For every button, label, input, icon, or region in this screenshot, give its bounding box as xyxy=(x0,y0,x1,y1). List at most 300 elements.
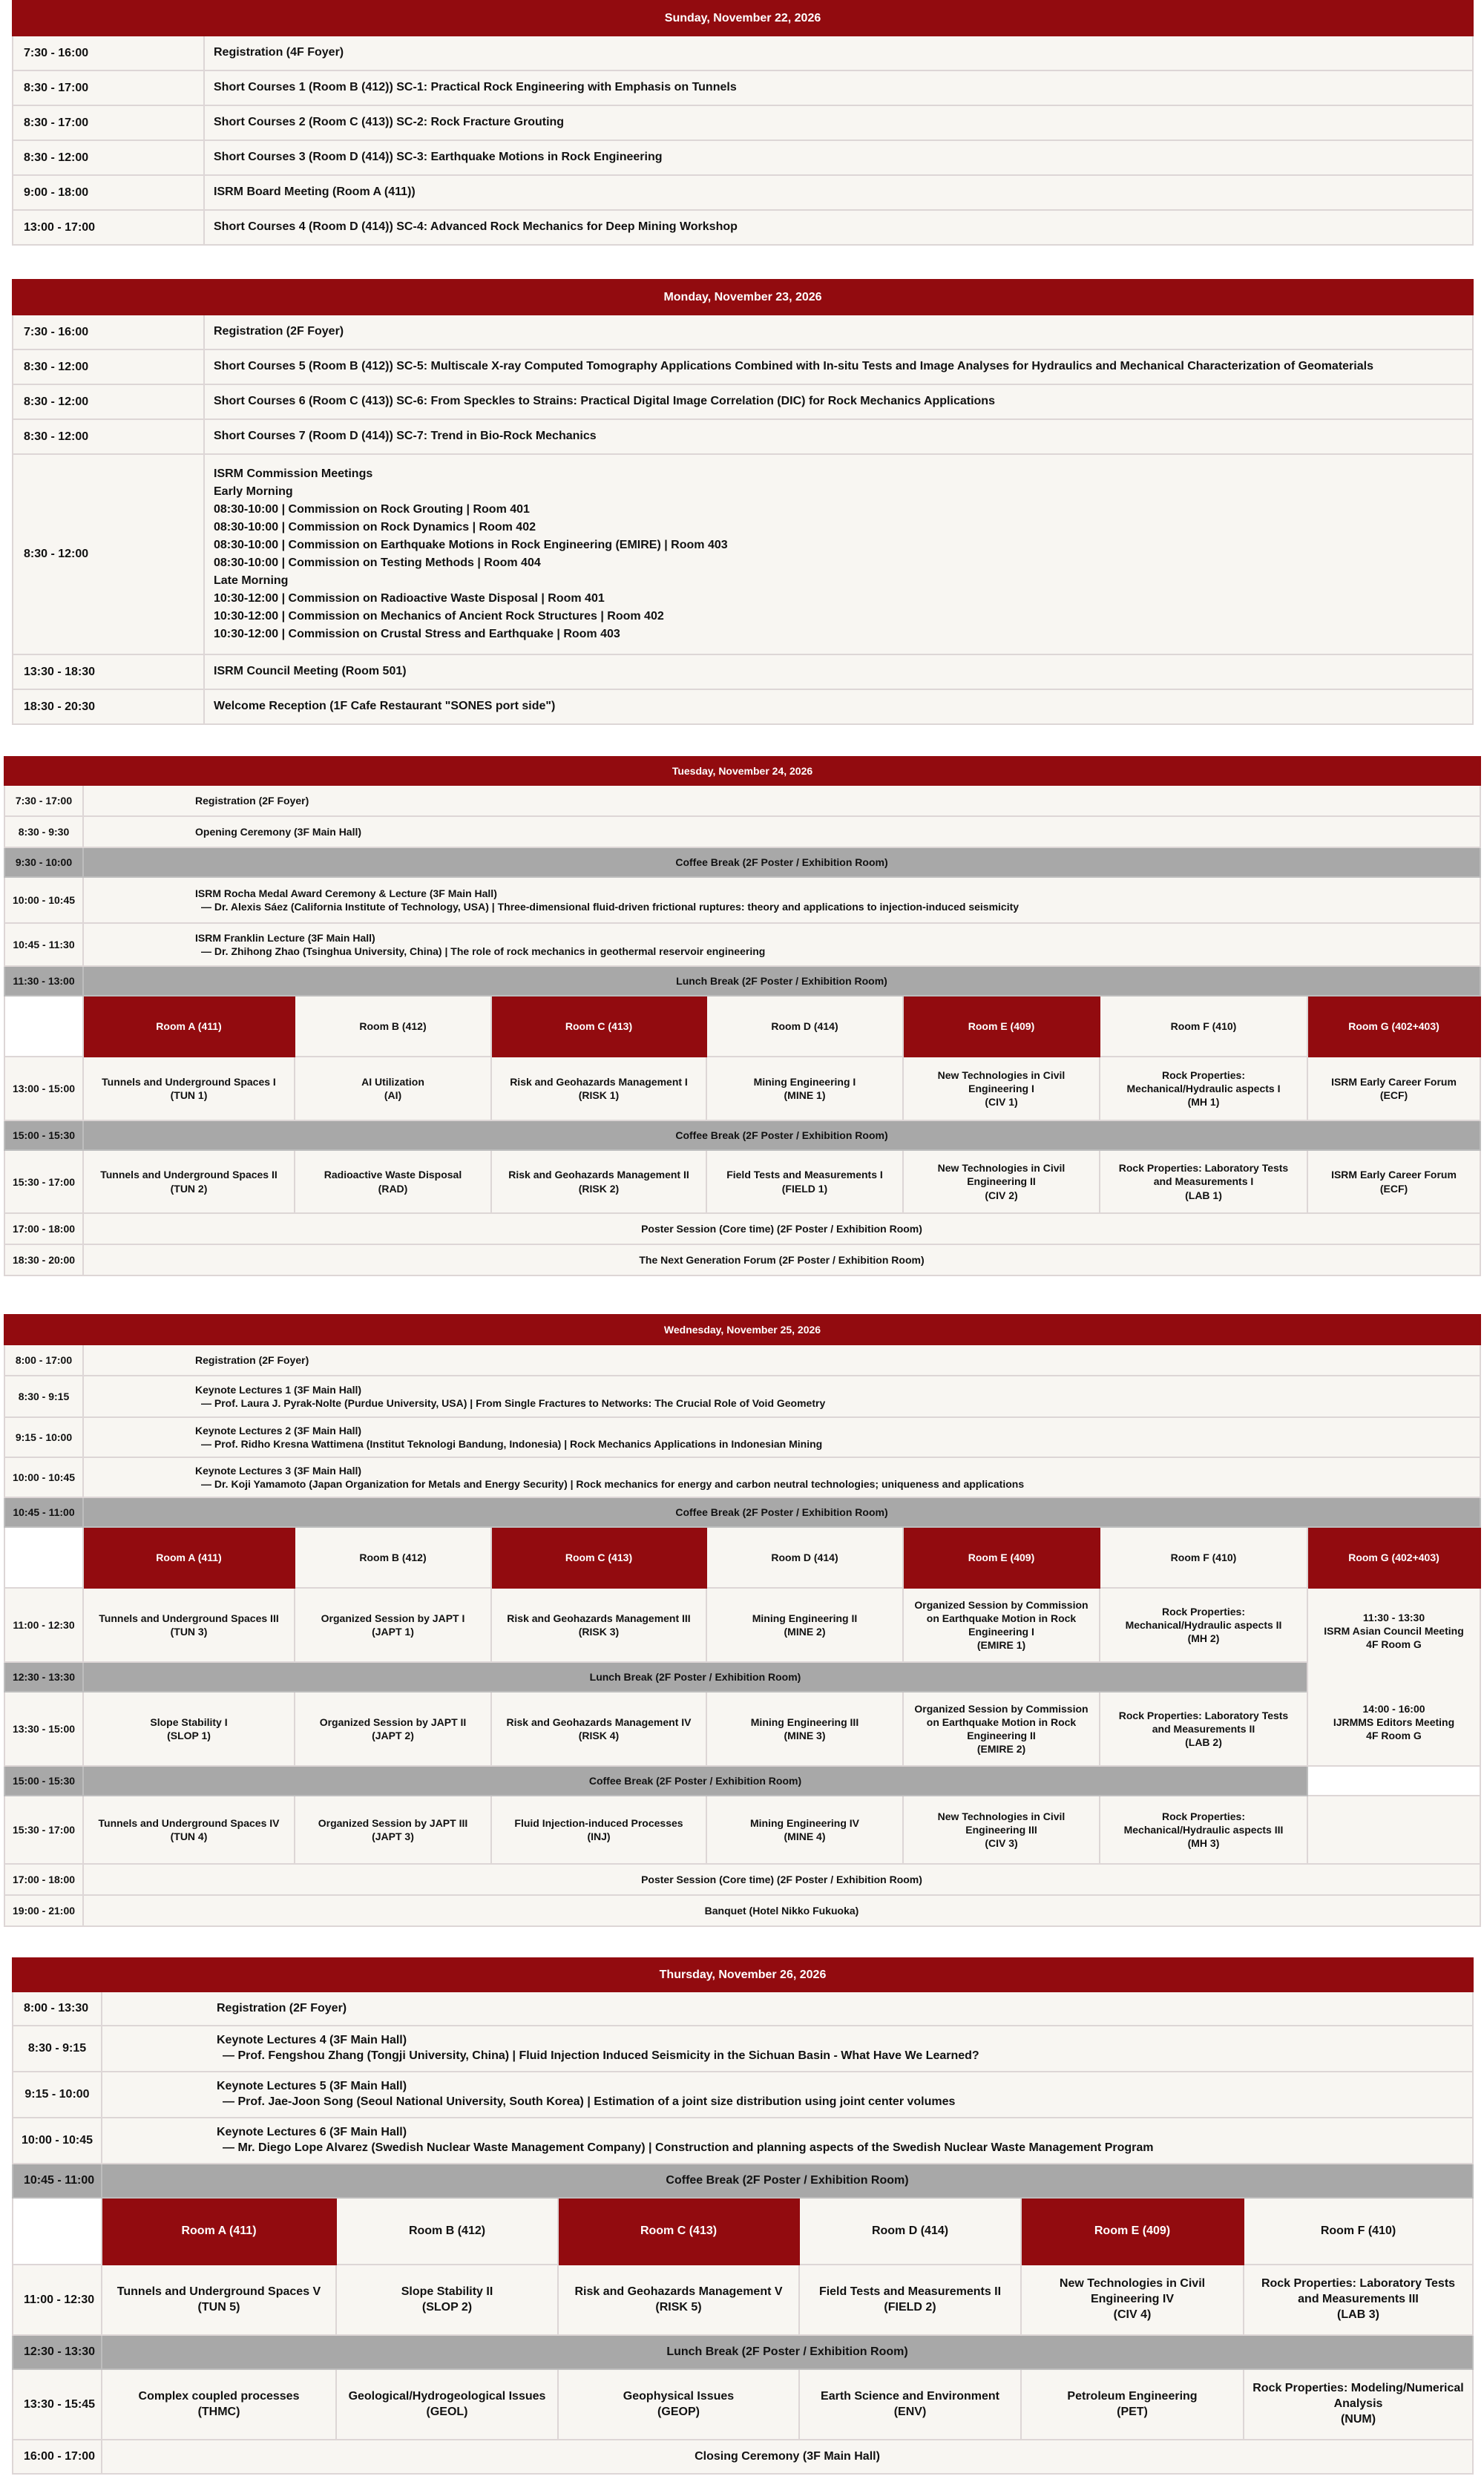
time-cell: 8:30 - 12:00 xyxy=(13,140,204,175)
lecture-row xyxy=(13,2118,1473,2164)
session-cell xyxy=(295,1588,491,1662)
session-code: (MH 1) xyxy=(1187,1096,1220,1109)
event-cell: Registration (2F Foyer) xyxy=(83,785,1480,816)
session-row xyxy=(4,1150,1480,1213)
lecture-speaker: — Prof. Jae-Joon Song (Seoul National University, South Korea) | Estimation of a joint size distribution using joint center volumes xyxy=(223,2095,956,2108)
commission-line: 10:30-12:00 | Commission on Radioactive Waste Disposal | Room 401 xyxy=(214,592,605,605)
lunch-break-cell: Lunch Break (2F Poster / Exhibition Room) xyxy=(83,1662,1307,1692)
event-cell xyxy=(102,2118,1473,2164)
time-cell: 10:45 - 11:00 xyxy=(13,2164,102,2198)
session-code: (SLOP 2) xyxy=(421,2300,473,2314)
lecture-title: Keynote Lectures 3 (3F Main Hall) xyxy=(195,1464,362,1477)
session-title: AI Utilization xyxy=(361,1075,424,1088)
blank-cell xyxy=(13,2198,102,2265)
time-cell: 8:30 - 9:30 xyxy=(4,816,83,847)
session-cell xyxy=(903,1796,1100,1864)
day-header-monday: Monday, November 23, 2026 xyxy=(13,280,1473,315)
event-cell: Short Courses 3 (Room D (414)) SC-3: Earthquake Motions in Rock Engineering xyxy=(204,140,1473,175)
session-title: Organized Session by JAPT I xyxy=(321,1612,465,1624)
session-cell xyxy=(83,1057,295,1120)
schedule-row xyxy=(13,654,1473,689)
session-title: Engineering I xyxy=(968,1626,1034,1638)
session-cell xyxy=(706,1057,903,1120)
meeting-room: 4F Room G xyxy=(1366,1638,1422,1651)
session-code: (RAD) xyxy=(378,1182,408,1195)
session-cell xyxy=(1100,1692,1307,1766)
room-header: Room F (410) xyxy=(1244,2198,1473,2265)
poster-session-cell: Poster Session (Core time) (2F Poster / Exhibition Room) xyxy=(83,1213,1480,1244)
session-title: Rock Properties: xyxy=(1161,1810,1246,1822)
session-code: (MH 3) xyxy=(1187,1837,1220,1850)
session-title: Field Tests and Measurements I xyxy=(726,1169,883,1181)
session-title: Engineering II xyxy=(967,1175,1036,1188)
time-cell: 8:30 - 12:00 xyxy=(13,349,204,384)
event-cell: Short Courses 5 (Room B (412)) SC-5: Multiscale X-ray Computed Tomography Applications Combined with In-situ Tests and Image Analyses for Hydraulics and Mechanical Characterization of Geomaterials xyxy=(204,349,1473,384)
session-code: (FIELD 1) xyxy=(781,1182,828,1195)
lecture-title: Keynote Lectures 6 (3F Main Hall) xyxy=(217,2126,407,2139)
session-title: Rock Properties: Modeling/Numerical xyxy=(1252,2382,1464,2395)
session-title: Tunnels and Underground Spaces II xyxy=(100,1169,278,1181)
closing-ceremony-cell: Closing Ceremony (3F Main Hall) xyxy=(102,2440,1473,2474)
day-header-thursday: Thursday, November 26, 2026 xyxy=(13,1958,1473,1992)
room-header: Room B (412) xyxy=(295,996,491,1057)
session-cell xyxy=(1244,2265,1473,2335)
session-code: (RISK 5) xyxy=(655,2300,702,2314)
schedule-row xyxy=(13,36,1473,70)
lecture-speaker: — Dr. Koji Yamamoto (Japan Organization for Metals and Energy Security) | Rock mechanics for energy and carbon neutral technologies; uniqueness and applications xyxy=(201,1478,1025,1490)
session-code: (ECF) xyxy=(1379,1089,1408,1101)
schedule-row xyxy=(4,1213,1480,1244)
session-cell xyxy=(83,1692,295,1766)
event-cell: ISRM Board Meeting (Room A (411)) xyxy=(204,175,1473,210)
time-cell: 10:45 - 11:30 xyxy=(4,923,83,966)
session-code: (TUN 1) xyxy=(170,1089,208,1101)
room-header-row xyxy=(4,996,1480,1057)
time-cell: 8:00 - 13:30 xyxy=(13,1992,102,2026)
session-title: Organized Session by JAPT III xyxy=(318,1816,468,1829)
session-code: (EMIRE 2) xyxy=(976,1743,1026,1756)
commission-line: 08:30-10:00 | Commission on Rock Dynamics | Room 402 xyxy=(214,521,536,533)
session-title: Fluid Injection-induced Processes xyxy=(514,1816,683,1829)
session-code: (FIELD 2) xyxy=(884,2300,936,2314)
room-header: Room A (411) xyxy=(83,996,295,1057)
commission-line: Early Morning xyxy=(214,485,293,498)
schedule-row xyxy=(13,384,1473,419)
session-title: New Technologies in Civil xyxy=(937,1068,1066,1081)
session-title: Mechanical/Hydraulic aspects II xyxy=(1125,1618,1282,1631)
session-cell xyxy=(706,1588,903,1662)
session-cell xyxy=(295,1150,491,1213)
schedule-row xyxy=(13,349,1473,384)
event-cell: Short Courses 2 (Room C (413)) SC-2: Rock Fracture Grouting xyxy=(204,105,1473,140)
session-code: (EMIRE 1) xyxy=(976,1639,1026,1652)
event-cell: Short Courses 7 (Room D (414)) SC-7: Trend in Bio-Rock Mechanics xyxy=(204,419,1473,454)
session-code: (TUN 5) xyxy=(197,2300,240,2314)
session-title: Tunnels and Underground Spaces I xyxy=(102,1075,276,1088)
session-code: (MINE 3) xyxy=(784,1730,826,1741)
session-title: Risk and Geohazards Management III xyxy=(507,1612,691,1624)
monday-schedule-table xyxy=(12,279,1474,725)
session-cell xyxy=(295,1057,491,1120)
session-title: Engineering IV xyxy=(1090,2293,1174,2306)
session-title: ISRM Early Career Forum xyxy=(1331,1169,1457,1181)
time-cell: 10:00 - 10:45 xyxy=(13,2118,102,2164)
schedule-row xyxy=(13,689,1473,724)
event-cell: Short Courses 1 (Room B (412)) SC-1: Practical Rock Engineering with Emphasis on Tunnels xyxy=(204,70,1473,105)
session-title: Mining Engineering III xyxy=(750,1715,859,1728)
session-row xyxy=(4,1796,1480,1864)
session-title: Petroleum Engineering xyxy=(1067,2389,1198,2403)
session-title: Slope Stability I xyxy=(150,1715,228,1728)
session-cell xyxy=(83,1588,295,1662)
sunday-schedule-table xyxy=(12,0,1474,246)
session-title: Rock Properties: Laboratory Tests xyxy=(1118,1162,1289,1175)
commission-meetings-row xyxy=(13,454,1473,654)
session-cell xyxy=(799,2369,1021,2440)
event-cell xyxy=(83,923,1480,966)
schedule-row xyxy=(4,1244,1480,1275)
session-code: (INJ) xyxy=(587,1830,611,1842)
time-cell: 11:30 - 13:00 xyxy=(4,966,83,996)
session-title: Earth Science and Environment xyxy=(821,2389,999,2403)
time-cell: 15:30 - 17:00 xyxy=(4,1150,83,1213)
time-cell: 9:15 - 10:00 xyxy=(13,2072,102,2118)
break-row xyxy=(4,1766,1480,1796)
session-code: (ECF) xyxy=(1379,1182,1408,1195)
lecture-title: Keynote Lectures 4 (3F Main Hall) xyxy=(217,2034,407,2047)
coffee-break-cell: Coffee Break (2F Poster / Exhibition Room) xyxy=(83,1497,1480,1527)
session-cell xyxy=(1021,2265,1244,2335)
session-code: (LAB 2) xyxy=(1185,1736,1222,1749)
room-header: Room D (414) xyxy=(706,996,903,1057)
session-cell xyxy=(903,1692,1100,1766)
lunch-break-cell: Lunch Break (2F Poster / Exhibition Room) xyxy=(83,966,1480,996)
session-cell xyxy=(83,1796,295,1864)
schedule-row xyxy=(13,70,1473,105)
day-header-tuesday: Tuesday, November 24, 2026 xyxy=(4,757,1480,785)
meeting-title: IJRMMS Editors Meeting xyxy=(1333,1715,1455,1728)
session-code: (RISK 4) xyxy=(578,1730,620,1741)
session-title: Tunnels and Underground Spaces III xyxy=(99,1612,279,1624)
time-cell: 19:00 - 21:00 xyxy=(4,1895,83,1926)
commission-line: Late Morning xyxy=(214,574,289,587)
break-row xyxy=(4,966,1480,996)
lecture-speaker: — Mr. Diego Lope Alvarez (Swedish Nuclear Waste Management Company) | Construction and planning aspects of the Swedish Nuclear Waste Management Program xyxy=(223,2141,1154,2154)
session-title: Mining Engineering II xyxy=(752,1612,858,1624)
event-cell: Short Courses 6 (Room C (413)) SC-6: From Speckles to Strains: Practical Digital Image Correlation (DIC) for Rock Mechanics Applications xyxy=(204,384,1473,419)
session-cell xyxy=(558,2369,799,2440)
session-cell xyxy=(1100,1588,1307,1662)
event-cell xyxy=(102,2026,1473,2072)
session-code: (MINE 1) xyxy=(784,1089,826,1101)
time-cell: 17:00 - 18:00 xyxy=(4,1213,83,1244)
time-cell: 13:30 - 15:45 xyxy=(13,2369,102,2440)
time-cell: 8:30 - 12:00 xyxy=(13,454,204,654)
session-title: Risk and Geohazards Management I xyxy=(510,1075,688,1088)
event-cell: Short Courses 4 (Room D (414)) SC-4: Advanced Rock Mechanics for Deep Mining Workshop xyxy=(204,210,1473,245)
room-header: Room A (411) xyxy=(102,2198,336,2265)
time-cell: 9:00 - 18:00 xyxy=(13,175,204,210)
time-cell: 13:00 - 17:00 xyxy=(13,210,204,245)
session-title: Risk and Geohazards Management IV xyxy=(506,1715,692,1728)
lecture-speaker: — Prof. Laura J. Pyrak-Nolte (Purdue University, USA) | From Single Fractures to Networks: The Crucial Role of Void Geometry xyxy=(201,1397,826,1409)
time-cell: 7:30 - 16:00 xyxy=(13,36,204,70)
session-cell xyxy=(491,1588,706,1662)
event-cell xyxy=(83,1376,1480,1417)
session-cell xyxy=(1244,2369,1473,2440)
session-cell xyxy=(491,1796,706,1864)
session-title: Mechanical/Hydraulic aspects III xyxy=(1123,1823,1284,1836)
session-cell xyxy=(1100,1150,1307,1213)
commission-meetings-cell xyxy=(204,454,1473,654)
event-cell: Opening Ceremony (3F Main Hall) xyxy=(83,816,1480,847)
session-cell xyxy=(1100,1796,1307,1864)
event-cell xyxy=(102,2072,1473,2118)
schedule-row xyxy=(4,785,1480,816)
session-cell xyxy=(1021,2369,1244,2440)
time-cell: 9:15 - 10:00 xyxy=(4,1417,83,1457)
time-cell: 17:00 - 18:00 xyxy=(4,1864,83,1895)
session-title: Field Tests and Measurements II xyxy=(818,2285,1002,2298)
break-row xyxy=(13,2164,1473,2198)
session-title: New Technologies in Civil xyxy=(1059,2277,1206,2291)
lecture-row xyxy=(4,1376,1480,1417)
thursday-schedule-table xyxy=(12,1957,1474,2475)
commission-line: 08:30-10:00 | Commission on Testing Methods | Room 404 xyxy=(214,556,541,569)
session-code: (LAB 1) xyxy=(1185,1189,1222,1201)
commission-line: 08:30-10:00 | Commission on Earthquake Motions in Rock Engineering (EMIRE) | Room 403 xyxy=(214,539,728,551)
session-code: (MH 2) xyxy=(1187,1632,1220,1645)
session-cell xyxy=(1307,1150,1480,1213)
next-generation-forum-cell: The Next Generation Forum (2F Poster / Exhibition Room) xyxy=(83,1244,1480,1275)
session-code: (RISK 2) xyxy=(578,1182,620,1195)
coffee-break-cell: Coffee Break (2F Poster / Exhibition Room) xyxy=(83,847,1480,877)
time-cell: 8:30 - 17:00 xyxy=(13,70,204,105)
lecture-speaker: — Prof. Fengshou Zhang (Tongji University, China) | Fluid Injection Induced Seismicity in the Sichuan Basin - What Have We Learned? xyxy=(223,2049,979,2062)
time-cell: 13:30 - 15:00 xyxy=(4,1692,83,1766)
day-header-sunday: Sunday, November 22, 2026 xyxy=(13,1,1473,36)
time-cell: 10:00 - 10:45 xyxy=(4,877,83,923)
coffee-break-cell: Coffee Break (2F Poster / Exhibition Room) xyxy=(102,2164,1473,2198)
session-title: and Measurements II xyxy=(1152,1722,1255,1735)
break-row xyxy=(4,1120,1480,1150)
lecture-title: Keynote Lectures 2 (3F Main Hall) xyxy=(195,1424,362,1436)
session-cell xyxy=(706,1150,903,1213)
session-cell xyxy=(336,2369,558,2440)
lecture-row xyxy=(4,1417,1480,1457)
session-title: Rock Properties: xyxy=(1161,1068,1246,1081)
session-code: (MINE 4) xyxy=(784,1830,826,1842)
room-header: Room E (409) xyxy=(903,1527,1100,1588)
time-cell: 13:30 - 18:30 xyxy=(13,654,204,689)
session-cell xyxy=(1307,1057,1480,1120)
session-title: Geological/Hydrogeological Issues xyxy=(348,2389,546,2403)
time-cell: 12:30 - 13:30 xyxy=(4,1662,83,1692)
schedule-row xyxy=(13,175,1473,210)
session-title: Rock Properties: Laboratory Tests xyxy=(1118,1709,1289,1721)
session-cell xyxy=(295,1692,491,1766)
time-cell: 15:00 - 15:30 xyxy=(4,1766,83,1796)
session-title: Mining Engineering IV xyxy=(750,1816,859,1829)
session-cell xyxy=(1100,1057,1307,1120)
time-cell: 13:00 - 15:00 xyxy=(4,1057,83,1120)
meeting-room: 4F Room G xyxy=(1366,1729,1422,1741)
session-row xyxy=(4,1057,1480,1120)
commission-line: 08:30-10:00 | Commission on Rock Grouting | Room 401 xyxy=(214,503,530,516)
event-cell xyxy=(83,1417,1480,1457)
session-cell xyxy=(706,1692,903,1766)
session-title: and Measurements I xyxy=(1153,1175,1254,1188)
session-title: Organized Session by JAPT II xyxy=(319,1715,467,1728)
session-title: on Earthquake Motion in Rock xyxy=(926,1612,1077,1624)
schedule-row xyxy=(4,1895,1480,1926)
blank-cell xyxy=(4,1527,83,1588)
break-row xyxy=(4,1497,1480,1527)
event-cell xyxy=(83,877,1480,923)
session-title: Engineering III xyxy=(965,1823,1037,1836)
session-code: (JAPT 2) xyxy=(372,1730,414,1741)
event-cell: ISRM Council Meeting (Room 501) xyxy=(204,654,1473,689)
lecture-speaker: — Prof. Ridho Kresna Wattimena (Institut Teknologi Bandung, Indonesia) | Rock Mechanics Applications in Indonesian Mining xyxy=(201,1438,823,1450)
session-cell xyxy=(706,1796,903,1864)
lecture-title: ISRM Franklin Lecture (3F Main Hall) xyxy=(195,931,375,944)
session-code: (PET) xyxy=(1117,2405,1148,2418)
meeting-time: 14:00 - 16:00 xyxy=(1362,1702,1425,1715)
session-title: Mechanical/Hydraulic aspects I xyxy=(1126,1082,1281,1094)
session-cell xyxy=(295,1796,491,1864)
asian-council-cell xyxy=(1307,1588,1480,1766)
session-cell xyxy=(903,1588,1100,1662)
event-cell: Welcome Reception (1F Cafe Restaurant "SONES port side") xyxy=(204,689,1473,724)
time-cell: 7:30 - 17:00 xyxy=(4,785,83,816)
lecture-title: ISRM Rocha Medal Award Ceremony & Lecture (3F Main Hall) xyxy=(195,887,497,899)
session-cell xyxy=(903,1150,1100,1213)
session-code: (CIV 2) xyxy=(985,1189,1018,1201)
session-code: (TUN 2) xyxy=(170,1182,208,1195)
lunch-break-cell: Lunch Break (2F Poster / Exhibition Room) xyxy=(102,2335,1473,2369)
time-cell: 15:00 - 15:30 xyxy=(4,1120,83,1150)
lecture-row xyxy=(13,2026,1473,2072)
tuesday-schedule-table xyxy=(4,756,1481,1276)
session-code: (RISK 3) xyxy=(578,1626,620,1638)
lecture-row xyxy=(4,1457,1480,1497)
session-code: (CIV 3) xyxy=(985,1837,1018,1850)
session-cell xyxy=(102,2265,336,2335)
schedule-row xyxy=(4,1344,1480,1376)
event-cell: Registration (2F Foyer) xyxy=(204,315,1473,349)
lecture-row xyxy=(4,877,1480,923)
banquet-cell: Banquet (Hotel Nikko Fukuoka) xyxy=(83,1895,1480,1926)
session-code: (THMC) xyxy=(197,2405,240,2418)
time-cell: 12:30 - 13:30 xyxy=(13,2335,102,2369)
lecture-speaker: — Dr. Zhihong Zhao (Tsinghua University, China) | The role of rock mechanics in geothermal reservoir engineering xyxy=(201,945,766,957)
session-code: (GEOP) xyxy=(657,2405,700,2418)
time-cell: 18:30 - 20:00 xyxy=(4,1244,83,1275)
meeting-time: 11:30 - 13:30 xyxy=(1362,1612,1425,1623)
time-cell: 9:30 - 10:00 xyxy=(4,847,83,877)
session-code: (JAPT 3) xyxy=(372,1830,414,1842)
session-title: Risk and Geohazards Management II xyxy=(508,1169,689,1181)
lecture-title: Keynote Lectures 5 (3F Main Hall) xyxy=(217,2080,407,2093)
time-cell: 16:00 - 17:00 xyxy=(13,2440,102,2474)
session-title: Mining Engineering I xyxy=(753,1075,856,1088)
blank-cell xyxy=(4,996,83,1057)
room-header-row xyxy=(4,1527,1480,1588)
time-cell: 15:30 - 17:00 xyxy=(4,1796,83,1864)
time-cell: 18:30 - 20:30 xyxy=(13,689,204,724)
session-title: ISRM Early Career Forum xyxy=(1331,1075,1457,1088)
break-row xyxy=(13,2335,1473,2369)
session-title: Rock Properties: Laboratory Tests xyxy=(1261,2277,1456,2291)
session-title: New Technologies in Civil xyxy=(937,1810,1066,1822)
session-code: (GEOL) xyxy=(426,2405,468,2418)
time-cell: 8:30 - 9:15 xyxy=(13,2026,102,2072)
time-cell: 11:00 - 12:30 xyxy=(4,1588,83,1662)
schedule-row xyxy=(13,2440,1473,2474)
room-header: Room C (413) xyxy=(491,996,706,1057)
session-title: Rock Properties: xyxy=(1161,1605,1246,1618)
session-title: Engineering II xyxy=(967,1730,1036,1741)
event-cell xyxy=(83,1457,1480,1497)
lecture-title: Keynote Lectures 1 (3F Main Hall) xyxy=(195,1383,362,1396)
coffee-break-cell: Coffee Break (2F Poster / Exhibition Room) xyxy=(83,1120,1480,1150)
session-cell xyxy=(799,2265,1021,2335)
day-header-wednesday: Wednesday, November 25, 2026 xyxy=(4,1315,1480,1344)
session-title: and Measurements III xyxy=(1298,2293,1419,2306)
session-code: (TUN 3) xyxy=(170,1626,208,1638)
time-cell: 8:30 - 17:00 xyxy=(13,105,204,140)
commission-line: ISRM Commission Meetings xyxy=(214,467,373,480)
room-header: Room C (413) xyxy=(491,1527,706,1588)
session-title: New Technologies in Civil xyxy=(937,1162,1066,1175)
session-code: (TUN 4) xyxy=(170,1830,208,1842)
time-cell: 8:30 - 9:15 xyxy=(4,1376,83,1417)
session-cell xyxy=(491,1150,706,1213)
session-cell xyxy=(558,2265,799,2335)
room-header: Room A (411) xyxy=(83,1527,295,1588)
session-cell xyxy=(102,2369,336,2440)
room-header: Room G (402+403) xyxy=(1307,1527,1480,1588)
session-row xyxy=(4,1692,1480,1766)
session-cell xyxy=(491,1692,706,1766)
schedule-row xyxy=(13,315,1473,349)
session-title: on Earthquake Motion in Rock xyxy=(926,1715,1077,1728)
room-header: Room D (414) xyxy=(706,1527,903,1588)
session-title: Organized Session by Commission xyxy=(914,1702,1089,1715)
session-code: (AI) xyxy=(384,1089,402,1101)
session-title: Tunnels and Underground Spaces V xyxy=(116,2285,321,2298)
session-code: (MINE 2) xyxy=(784,1626,826,1638)
coffee-break-cell: Coffee Break (2F Poster / Exhibition Room) xyxy=(83,1766,1307,1796)
blank-cell xyxy=(1307,1766,1480,1796)
session-row xyxy=(4,1588,1480,1662)
session-cell xyxy=(903,1057,1100,1120)
room-header: Room E (409) xyxy=(1021,2198,1244,2265)
session-title: Organized Session by Commission xyxy=(914,1598,1089,1611)
session-title: Analysis xyxy=(1333,2397,1383,2411)
break-row xyxy=(4,1662,1480,1692)
blank-cell xyxy=(1307,1796,1480,1864)
session-code: (CIV 1) xyxy=(985,1096,1018,1109)
room-header: Room G (402+403) xyxy=(1307,996,1480,1057)
poster-session-cell: Poster Session (Core time) (2F Poster / Exhibition Room) xyxy=(83,1864,1480,1895)
schedule-row xyxy=(13,140,1473,175)
commission-line: 10:30-12:00 | Commission on Mechanics of Ancient Rock Structures | Room 402 xyxy=(214,610,664,623)
time-cell: 8:00 - 17:00 xyxy=(4,1344,83,1376)
lecture-row xyxy=(4,923,1480,966)
session-cell xyxy=(336,2265,558,2335)
room-header: Room B (412) xyxy=(295,1527,491,1588)
